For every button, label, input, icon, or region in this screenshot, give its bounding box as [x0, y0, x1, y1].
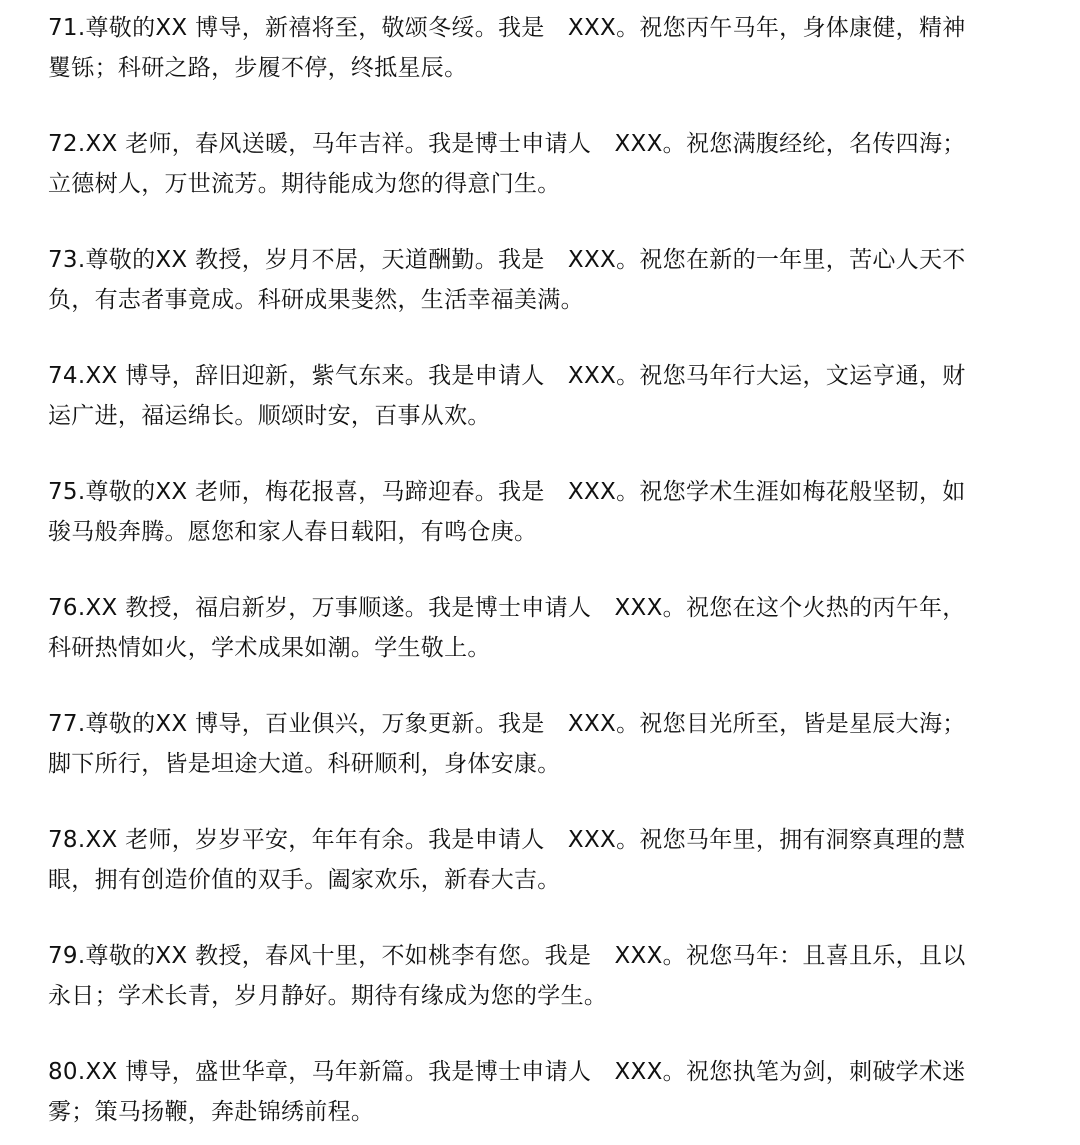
paragraph-line: 脚下所行，皆是坦途大道。科研顺利，身体安康。 — [48, 751, 561, 777]
paragraph-line: 负，有志者事竟成。科研成果斐然，生活幸福美满。 — [48, 287, 584, 313]
paragraph-line: 永日；学术长青，岁月静好。期待有缘成为您的学生。 — [48, 983, 608, 1009]
paragraph-line: 72.XX 老师，春风送暖，马年吉祥。我是博士申请人 XXX。祝您满腹经纶，名传四海； — [48, 131, 966, 157]
greeting-paragraph-76 — [48, 588, 1038, 668]
paragraph-line: 眼，拥有创造价值的双手。阖家欢乐，新春大吉。 — [48, 867, 561, 893]
greeting-paragraph-72 — [48, 124, 1038, 204]
greeting-paragraph-79 — [48, 936, 1038, 1016]
greeting-paragraph-71 — [48, 8, 1038, 88]
paragraph-line: 运广进，福运绵长。顺颂时安，百事从欢。 — [48, 403, 491, 429]
greeting-paragraph-80 — [48, 1052, 1038, 1132]
paragraph-line: 科研热情如火，学术成果如潮。学生敬上。 — [48, 635, 491, 661]
greeting-paragraph-73 — [48, 240, 1038, 320]
paragraph-line: 雾；策马扬鞭，奔赴锦绣前程。 — [48, 1099, 375, 1125]
greeting-paragraph-74 — [48, 356, 1038, 436]
paragraph-line: 74.XX 博导，辞旧迎新，紫气东来。我是申请人 XXX。祝您马年行大运，文运亨通，财 — [48, 363, 966, 389]
greeting-paragraph-75 — [48, 472, 1038, 552]
paragraph-line: 76.XX 教授，福启新岁，万事顺遂。我是博士申请人 XXX。祝您在这个火热的丙午年， — [48, 595, 966, 621]
paragraph-line: 立德树人，万世流芳。期待能成为您的得意门生。 — [48, 171, 561, 197]
paragraph-line: 骏马般奔腾。愿您和家人春日载阳，有鸣仓庚。 — [48, 519, 538, 545]
paragraph-line: 78.XX 老师，岁岁平安，年年有余。我是申请人 XXX。祝您马年里，拥有洞察真理的慧 — [48, 827, 966, 853]
paragraph-line: 77.尊敬的XX 博导，百业俱兴，万象更新。我是 XXX。祝您目光所至，皆是星辰大海； — [48, 711, 966, 737]
greeting-paragraph-78 — [48, 820, 1038, 900]
paragraph-line: 矍铄；科研之路，步履不停，终抵星辰。 — [48, 55, 468, 81]
paragraph-line: 75.尊敬的XX 老师，梅花报喜，马蹄迎春。我是 XXX。祝您学术生涯如梅花般坚韧，如 — [48, 479, 966, 505]
paragraph-line: 79.尊敬的XX 教授，春风十里，不如桃李有您。我是 XXX。祝您马年：且喜且乐，且以 — [48, 943, 966, 969]
paragraph-line: 80.XX 博导，盛世华章，马年新篇。我是博士申请人 XXX。祝您执笔为剑，刺破学术迷 — [48, 1059, 966, 1085]
paragraph-line: 73.尊敬的XX 教授，岁月不居，天道酬勤。我是 XXX。祝您在新的一年里，苦心人天不 — [48, 247, 966, 273]
greeting-paragraph-77 — [48, 704, 1038, 784]
paragraph-line: 71.尊敬的XX 博导，新禧将至，敬颂冬绥。我是 XXX。祝您丙午马年，身体康健，精神 — [48, 15, 966, 41]
